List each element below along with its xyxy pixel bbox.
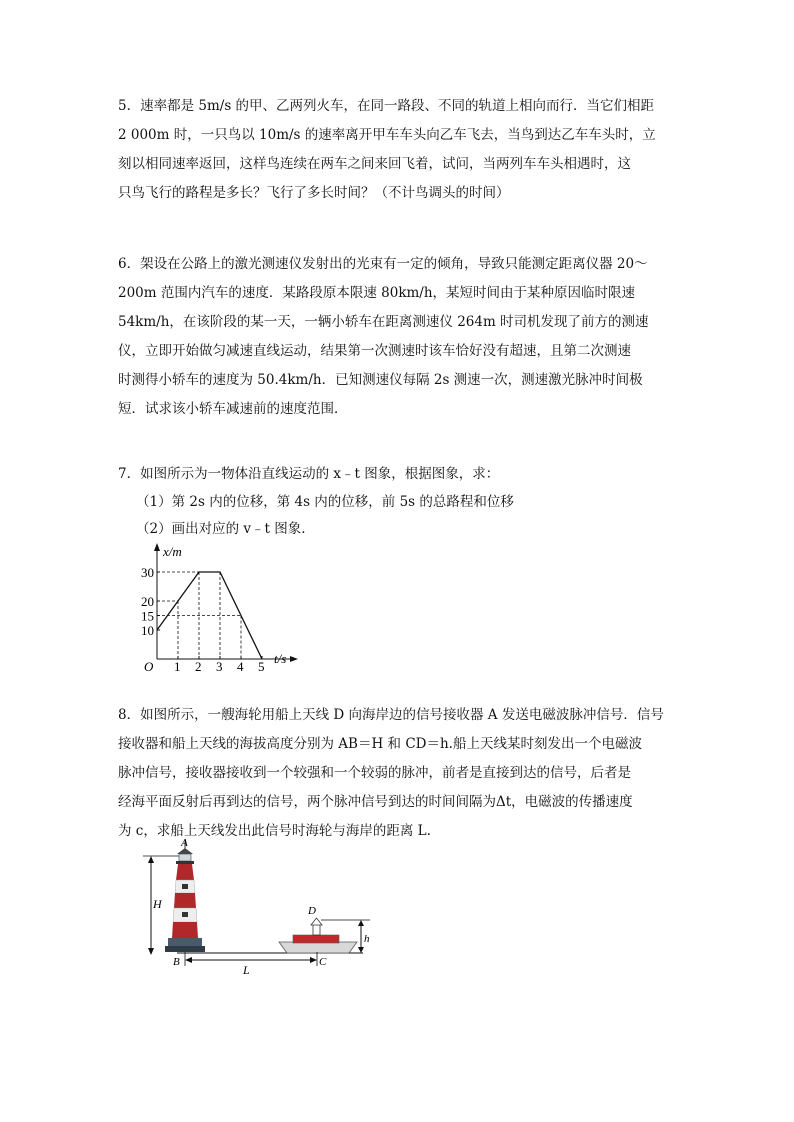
question-8-line-5: 为 c，求船上天线发出此信号时海轮与海岸的距离 L. (118, 823, 431, 839)
question-6-line-3: 54km/h，在该阶段的某一天，一辆小轿车在距离测速仪 264m 时司机发现了前方的测速 (118, 314, 649, 330)
question-8 (118, 701, 678, 846)
question-6-line-2: 200m 范围内汽车的速度．某路段原本限速 80km/h，某短时间由于某种原因临时限速 (118, 285, 636, 301)
y-tick-label-10: 10 (141, 623, 154, 638)
x-tick-label-1: 1 (174, 659, 181, 673)
label-h: h (364, 933, 370, 945)
question-5-line-3: 刻以相同速率返回，这样鸟连续在两车之间来回飞着，试问，当两列车车头相遇时，这 (118, 156, 631, 172)
question-6-line-1: 6．架设在公路上的激光测速仪发射出的光束有一定的倾角，导致只能测定距离仪器 20～ (118, 256, 648, 272)
x-axis-label: t/s (274, 651, 287, 666)
question-8-line-4: 经海平面反射后再到达的信号，两个脉冲信号到达的时间间隔为Δt，电磁波的传播速度 (118, 794, 633, 810)
label-C: C (319, 956, 327, 968)
question-5-line-2: 2 000m 时，一只鸟以 10m/s 的速率离开甲车车头向乙车飞去，当鸟到达乙车车头时，立 (118, 127, 656, 143)
chart-layer (141, 544, 294, 673)
y-tick-label-15: 15 (141, 608, 154, 624)
question-8-line-1: 8．如图所示，一艘海轮用船上天线 D 向海岸边的信号接收器 A 发送电磁波脉冲信号．信号 (118, 707, 664, 723)
question-7-line-1: 7．如图所示为一物体沿直线运动的 x﹣t 图象，根据图象，求： (118, 466, 500, 482)
question-5 (118, 92, 678, 208)
question-8-line-3: 脉冲信号，接收器接收到一个较强和一个较弱的脉冲，前者是直接到达的信号，后者是 (118, 765, 631, 781)
question-6-number: 6． (118, 256, 141, 272)
question-7-part-1: （1）第 2s 内的位移，第 4s 内的位移，前 5s 的总路程和位移 (136, 494, 514, 510)
label-D: D (308, 905, 316, 917)
label-B: B (173, 956, 180, 968)
label-H: H (153, 897, 162, 911)
question-8-line-2: 接收器和船上天线的海拔高度分别为 AB＝H 和 CD＝h.船上天线某时刻发出一个电磁波 (118, 736, 642, 752)
y-tick-label-30: 30 (141, 565, 154, 580)
origin-label: O (144, 659, 154, 673)
x-tick-label-5: 5 (258, 659, 265, 673)
question-7-part-2: （2）画出对应的 v﹣t 图象. (136, 521, 306, 537)
question-6-line-6: 短．试求该小轿车减速前的速度范围． (118, 401, 348, 417)
x-tick-label-4: 4 (237, 659, 244, 673)
question-7-number: 7． (118, 466, 141, 482)
question-5-line-4: 只鸟飞行的路程是多长？飞行了多长时间？（不计鸟调头的时间） (118, 185, 510, 201)
label-L: L (243, 963, 250, 977)
lighthouse (165, 840, 205, 952)
ship (279, 918, 357, 953)
question-8-number: 8． (118, 707, 141, 723)
label-A: A (181, 838, 188, 849)
question-5-line-1: 5．速率都是 5m/s 的甲、乙两列火车，在同一路段、不同的轨道上相向而行．当它们相距 (118, 98, 655, 114)
question-5-number: 5． (118, 98, 141, 114)
lighthouse-diagram (135, 838, 385, 978)
y-axis-label: x/m (163, 544, 182, 559)
x-tick-label-3: 3 (216, 659, 223, 673)
question-6-line-5: 时测得小轿车的速度为 50.4km/h．已知测速仪每隔 2s 测速一次，测速激光脉冲时间极 (118, 372, 643, 388)
question-7 (118, 460, 678, 489)
xt-chart (135, 543, 335, 673)
question-6 (118, 250, 678, 424)
y-tick-label-20: 20 (141, 594, 154, 609)
x-tick-label-2: 2 (195, 659, 202, 673)
question-6-line-4: 仪，立即开始做匀减速直线运动，结果第一次测速时该车恰好没有超速，且第二次测速 (118, 343, 631, 359)
